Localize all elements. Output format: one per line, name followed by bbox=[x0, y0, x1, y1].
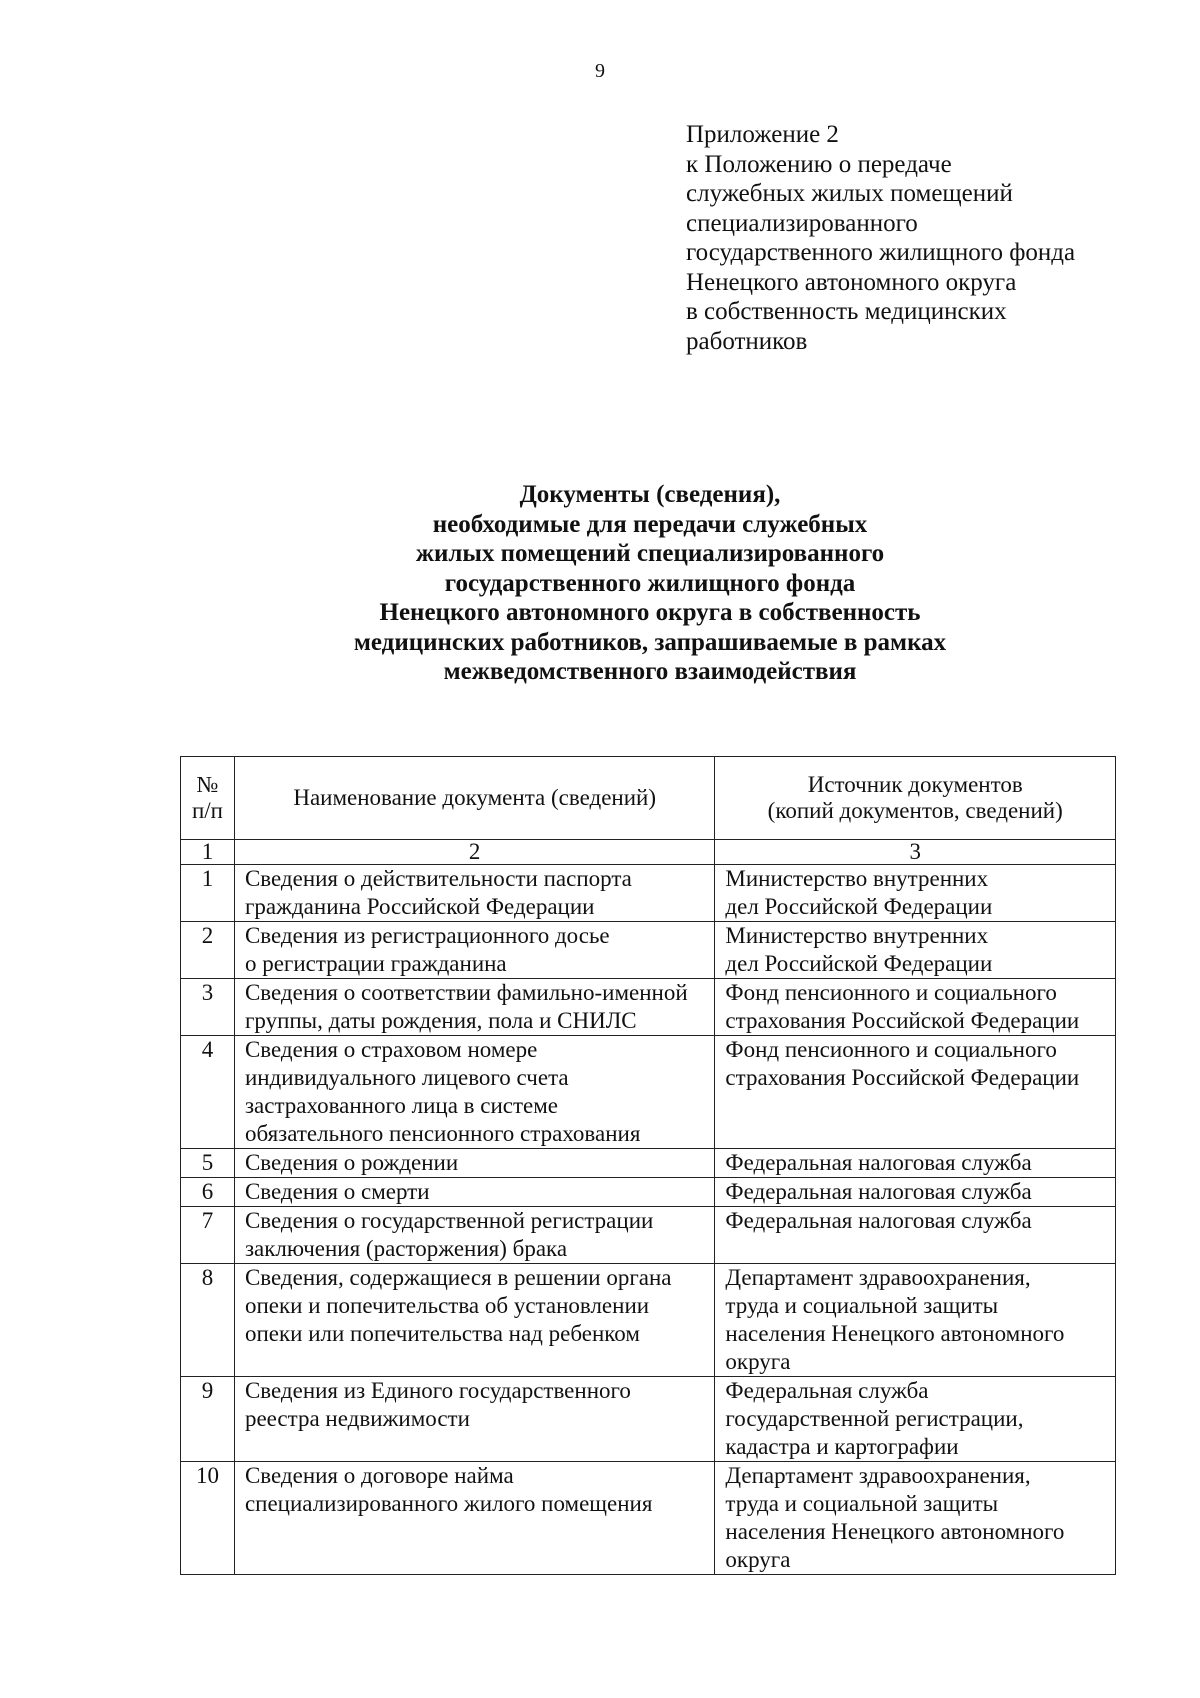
row-number: 6 bbox=[181, 1178, 235, 1207]
row-source: Департамент здравоохранения, труда и социальной защиты населения Ненецкого автономного округа bbox=[715, 1462, 1116, 1575]
title-line: жилых помещений специализированного bbox=[415, 540, 885, 567]
row-source: Фонд пенсионного и социального страхования Российской Федерации bbox=[715, 1036, 1116, 1149]
header-document-name: Наименование документа (сведений) bbox=[234, 757, 714, 840]
appendix-line: в собственность медицинских bbox=[686, 298, 1007, 325]
row-number: 4 bbox=[181, 1036, 235, 1149]
appendix-line: к Положению о передаче bbox=[686, 150, 952, 178]
row-document-name: Сведения из Единого государственного реестра недвижимости bbox=[234, 1377, 714, 1462]
title-line: государственного жилищного фонда bbox=[444, 569, 856, 597]
table-row bbox=[181, 1207, 1116, 1264]
row-document-name: Сведения о действительности паспорта гражданина Российской Федерации bbox=[234, 865, 714, 922]
row-number: 8 bbox=[181, 1264, 235, 1377]
appendix-line: работников bbox=[686, 327, 808, 355]
row-source: Департамент здравоохранения, труда и социальной защиты населения Ненецкого автономного округа bbox=[715, 1264, 1116, 1377]
appendix-line: Ненецкого автономного округа bbox=[686, 268, 1017, 296]
column-index-row bbox=[181, 840, 1116, 865]
row-source: Министерство внутренних дел Российской Федерации bbox=[715, 865, 1116, 922]
row-document-name: Сведения о рождении bbox=[234, 1149, 714, 1178]
appendix-line: служебных жилых помещений bbox=[686, 180, 1013, 207]
column-index: 1 bbox=[181, 840, 235, 865]
title-line: Документы (сведения), bbox=[519, 481, 781, 508]
document-title bbox=[180, 480, 1120, 687]
row-source: Министерство внутренних дел Российской Федерации bbox=[715, 922, 1116, 979]
table-row bbox=[181, 1036, 1116, 1149]
title-line: необходимые для передачи служебных bbox=[432, 510, 868, 538]
row-source: Федеральная налоговая служба bbox=[715, 1178, 1116, 1207]
column-index: 2 bbox=[234, 840, 714, 865]
column-index: 3 bbox=[715, 840, 1116, 865]
table-row bbox=[181, 1462, 1116, 1575]
row-number: 10 bbox=[181, 1462, 235, 1575]
documents-table bbox=[180, 756, 1116, 1575]
title-line: медицинских работников, запрашиваемые в рамках bbox=[353, 628, 947, 656]
row-number: 9 bbox=[181, 1377, 235, 1462]
table-row bbox=[181, 1377, 1116, 1462]
appendix-line: Приложение 2 bbox=[686, 121, 839, 148]
row-document-name: Сведения о государственной регистрации заключения (расторжения) брака bbox=[234, 1207, 714, 1264]
row-source: Федеральная налоговая служба bbox=[715, 1149, 1116, 1178]
header-source: Источник документов (копий документов, сведений) bbox=[715, 757, 1116, 840]
row-source: Фонд пенсионного и социального страхования Российской Федерации bbox=[715, 979, 1116, 1036]
row-number: 2 bbox=[181, 922, 235, 979]
title-line: Ненецкого автономного округа в собственность bbox=[379, 599, 921, 626]
row-source: Федеральная налоговая служба bbox=[715, 1207, 1116, 1264]
table-row bbox=[181, 1264, 1116, 1377]
row-number: 7 bbox=[181, 1207, 235, 1264]
table-row bbox=[181, 865, 1116, 922]
table-row bbox=[181, 1178, 1116, 1207]
table-row bbox=[181, 922, 1116, 979]
appendix-block bbox=[686, 120, 1146, 356]
row-document-name: Сведения о смерти bbox=[234, 1178, 714, 1207]
title-line: межведомственного взаимодействия bbox=[443, 658, 857, 685]
row-document-name: Сведения о страховом номере индивидуального лицевого счета застрахованного лица в системе обязательного пенсионного страхования bbox=[234, 1036, 714, 1149]
row-document-name: Сведения, содержащиеся в решении органа опеки и попечительства об установлении опеки или попечительства над ребенком bbox=[234, 1264, 714, 1377]
header-number: № п/п bbox=[181, 757, 235, 840]
row-document-name: Сведения о договоре найма специализированного жилого помещения bbox=[234, 1462, 714, 1575]
row-number: 3 bbox=[181, 979, 235, 1036]
page-number: 9 bbox=[595, 60, 605, 82]
table-row bbox=[181, 979, 1116, 1036]
appendix-line: специализированного bbox=[686, 209, 918, 237]
row-document-name: Сведения из регистрационного досье о регистрации гражданина bbox=[234, 922, 714, 979]
row-number: 5 bbox=[181, 1149, 235, 1178]
table-row bbox=[181, 1149, 1116, 1178]
table-header-row bbox=[181, 757, 1116, 840]
row-source: Федеральная служба государственной регистрации, кадастра и картографии bbox=[715, 1377, 1116, 1462]
row-number: 1 bbox=[181, 865, 235, 922]
appendix-line: государственного жилищного фонда bbox=[686, 239, 1076, 266]
row-document-name: Сведения о соответствии фамильно-именной группы, даты рождения, пола и СНИЛС bbox=[234, 979, 714, 1036]
